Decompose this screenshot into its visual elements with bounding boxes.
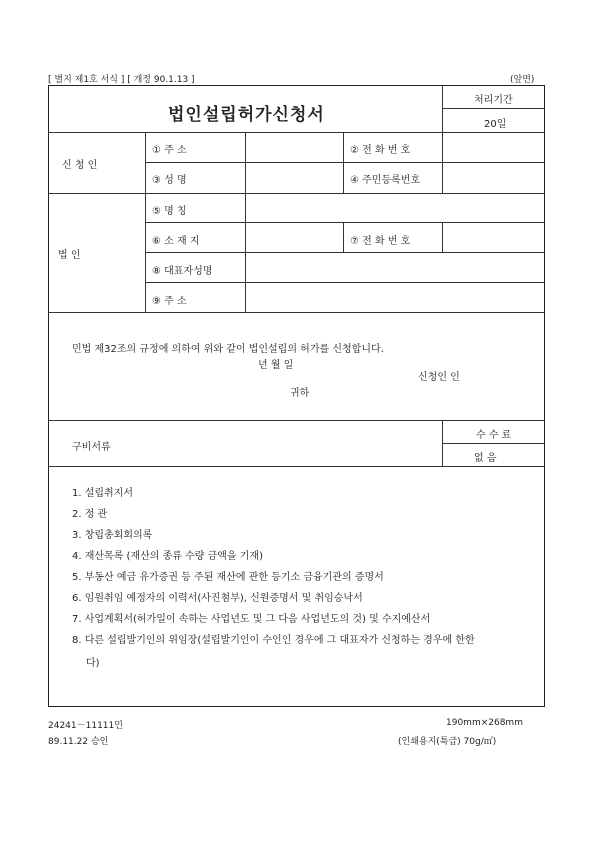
- applicant-section-label: 신 청 인: [62, 160, 98, 171]
- paper-spec: (인쇄용지(특급) 70g/㎡): [398, 737, 497, 747]
- document-item: 8. 다른 설립발기인의 위임장(설립발기인이 수인인 경우에 그 대표자가 신청하는 경우에 한한: [72, 635, 475, 646]
- declaration-signer: 신청인 인: [418, 372, 460, 383]
- declaration-statement: 민법 제32조의 규정에 의하여 위와 같이 법인설립의 허가를 신청합니다.: [72, 344, 384, 355]
- document-item: 6. 임원취임 예정자의 이력서(사진첨부), 신원증명서 및 취임승낙서: [72, 593, 363, 604]
- applicant-address-label: ① 주 소: [152, 145, 187, 156]
- document-item: 2. 정 관: [72, 509, 108, 520]
- fee-value: 없 음: [474, 453, 497, 464]
- declaration-date: 년 월 일: [258, 360, 294, 371]
- page-side-label: (앞면): [510, 75, 535, 85]
- applicant-phone-label: ② 전 화 번 호: [350, 145, 411, 156]
- corporation-phone-label: ⑦ 전 화 번 호: [350, 236, 411, 247]
- declaration-addressee: 귀하: [290, 388, 310, 399]
- document-item: 4. 재산목록 (재산의 종류 수량 금액을 기재): [72, 551, 263, 562]
- fee-label: 수 수 료: [476, 430, 512, 441]
- corporation-location-label: ⑥ 소 재 지: [152, 236, 200, 247]
- applicant-rrn-label: ④ 주민등록번호: [350, 175, 421, 186]
- processing-period-value: 20일: [484, 119, 507, 130]
- corporation-address-label: ⑨ 주 소: [152, 296, 187, 307]
- form-code: 24241－11111민: [48, 721, 123, 731]
- applicant-name-label: ③ 성 명: [152, 175, 187, 186]
- required-documents-label: 구비서류: [72, 442, 111, 453]
- processing-period-label: 처리기간: [474, 95, 513, 106]
- approval-date: 89.11.22 승인: [48, 737, 109, 747]
- document-item-continuation: 다): [86, 658, 100, 669]
- document-item: 3. 창립총회회의록: [72, 530, 153, 541]
- form-title: 법인설립허가신청서: [168, 105, 325, 125]
- document-item: 7. 사업계획서(허가일이 속하는 사업년도 및 그 다음 사업년도의 것) 및 수지예산서: [72, 614, 431, 625]
- representative-name-label: ⑧ 대표자성명: [152, 266, 213, 277]
- document-item: 5. 부동산 예금 유가증권 등 주된 재산에 관한 등기소 금융기관의 증명서: [72, 572, 384, 583]
- form-reference: [ 별지 제1호 서식 ] [ 개정 90.1.13 ]: [48, 75, 195, 85]
- document-item: 1. 설립취지서: [72, 488, 134, 499]
- corporation-section-label: 법 인: [58, 250, 81, 261]
- paper-size: 190mm×268mm: [446, 718, 523, 728]
- corporation-name-label: ⑤ 명 칭: [152, 206, 187, 217]
